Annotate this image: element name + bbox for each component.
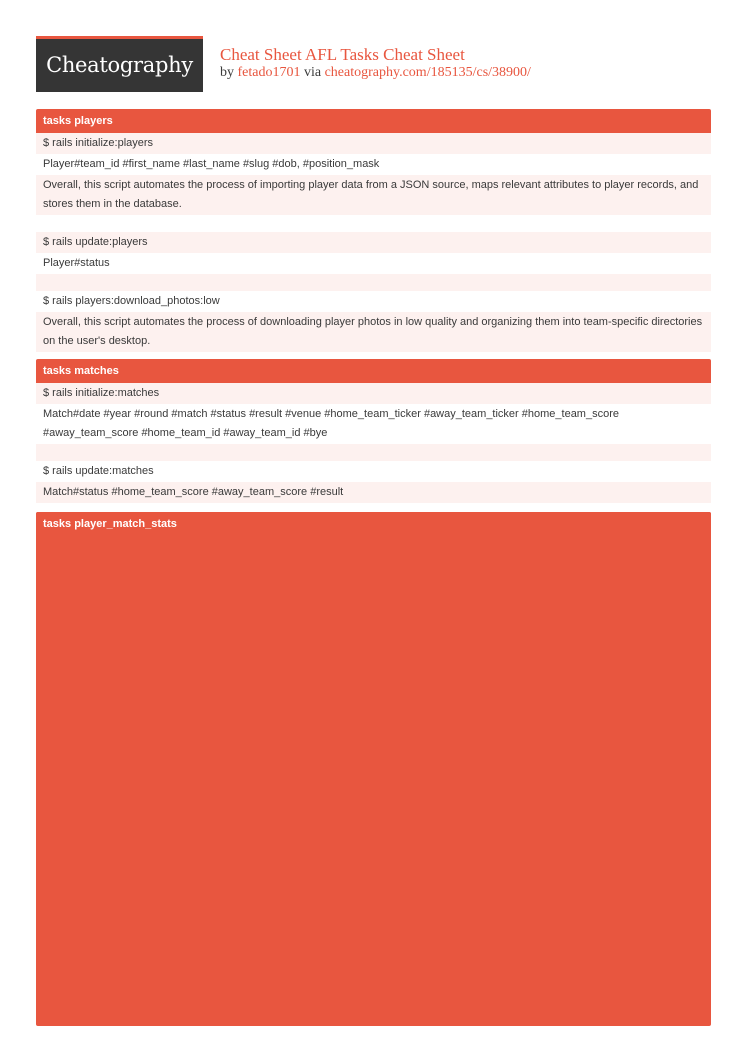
page-title: Cheat Sheet AFL Tasks Cheat Sheet — [220, 45, 465, 64]
section-tasks-player-match-stats — [36, 512, 711, 1026]
author-link[interactable]: fetado1701 — [237, 65, 301, 80]
row-spacer — [36, 444, 711, 461]
by-prefix: by — [220, 65, 234, 80]
command-row: $ rails initialize:matches — [36, 383, 711, 404]
sheet-url-link[interactable]: cheatography.com/185135/cs/38900/ — [324, 65, 531, 80]
command-row: $ rails update:matches — [36, 461, 711, 482]
cheatography-logo[interactable]: Cheatography — [36, 36, 203, 92]
via-text: via — [303, 65, 322, 80]
description-row: Overall, this script automates the process of importing player data from a JSON source, maps relevant attributes to player records, and stores them in the database. — [36, 175, 711, 215]
attributes-row: Match#status #home_team_score #away_team_score #result — [36, 482, 711, 503]
attributes-row: Player#team_id #first_name #last_name #slug #dob, #position_mask — [36, 154, 711, 175]
attributes-row: Match#date #year #round #match #status #result #venue #home_team_ticker #away_team_ticker #home_team_score #away_team_score #home_team_id #away_team_id #bye — [36, 404, 711, 444]
row-spacer — [36, 274, 711, 291]
section-tasks-players — [36, 109, 711, 349]
row-spacer — [36, 215, 711, 232]
attributes-row: Player#status — [36, 253, 711, 274]
section-header: tasks players — [36, 109, 711, 133]
command-row: $ rails players:download_photos:low — [36, 291, 711, 312]
byline — [220, 65, 531, 81]
section-tasks-matches — [36, 359, 711, 502]
command-row: $ rails update:players — [36, 232, 711, 253]
section-header: tasks player_match_stats — [36, 512, 711, 536]
description-row: Overall, this script automates the process of downloading player photos in low quality and organizing them into team-specific directories on the user's desktop. — [36, 312, 711, 352]
section-header: tasks matches — [36, 359, 711, 383]
command-row: $ rails initialize:players — [36, 133, 711, 154]
